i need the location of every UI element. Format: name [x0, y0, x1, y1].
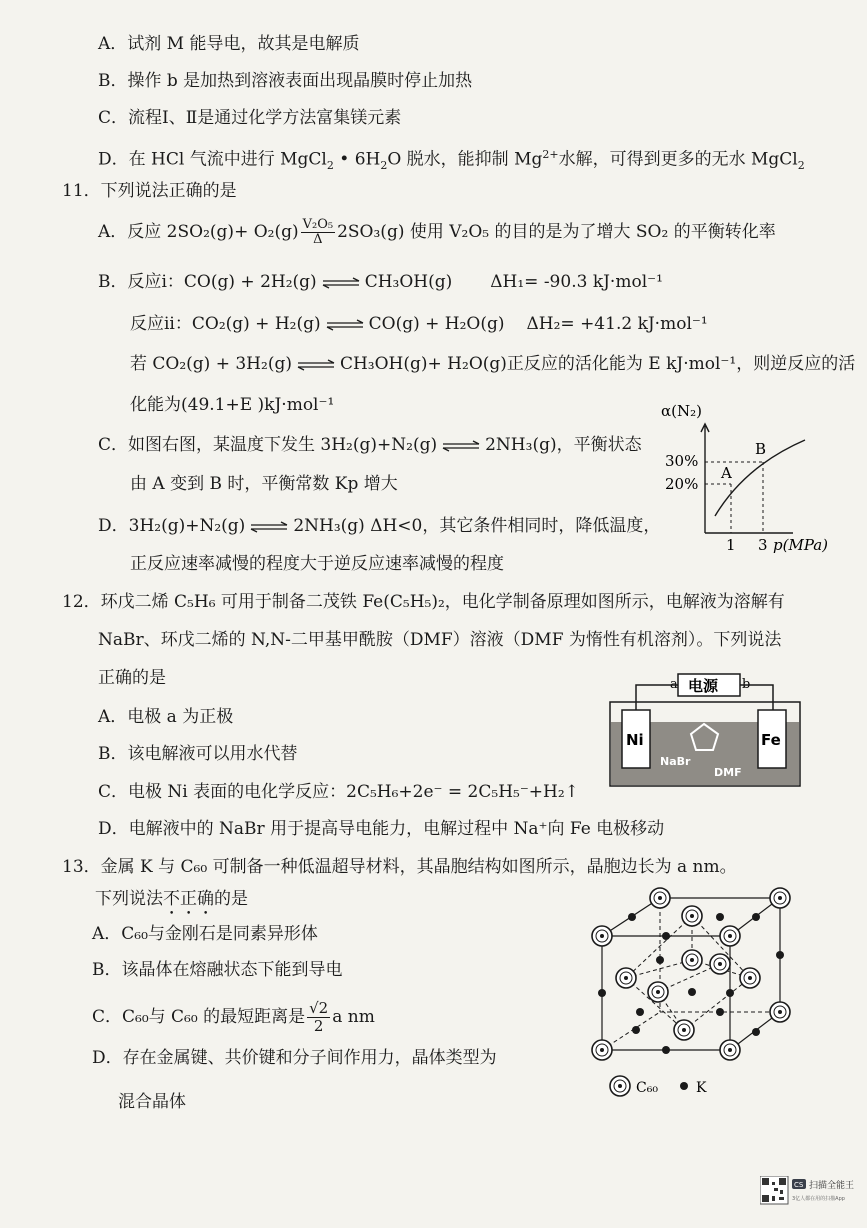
- q13-option-d-line2: 混合晶体: [118, 1092, 186, 1112]
- graph-point-b: B: [755, 440, 767, 458]
- q11-option-b-line4: 化能为(49.1+E )kJ·mol⁻¹: [130, 395, 335, 415]
- q10-option-d: D．在 HCl 气流中进行 MgCl$_2$ • $6H_2O$ 脱水，能抑制 $Mg^{2+}$水解，可得到更多的无水 MgCl$_2$: [98, 148, 805, 173]
- q11-stem: 11．下列说法正确的是: [62, 181, 237, 201]
- equilibrium-arrow-icon: [325, 319, 365, 331]
- q11-option-c-line2: 由 A 变到 B 时，平衡常数 Kp 增大: [130, 474, 398, 494]
- q12-option-b: B．该电解液可以用水代替: [98, 744, 298, 764]
- svg-text:b: b: [742, 677, 751, 692]
- graph-ytick-20: 20%: [665, 475, 699, 493]
- q11-option-b-line2: 反应ii：CO₂(g) + H₂(g) CO(g) + H₂O(g) ΔH₂= +41.2 kJ·mol⁻¹: [130, 314, 708, 334]
- q13-option-a: A．C₆₀与金刚石是同素异形体: [92, 924, 318, 944]
- q12-option-a: A．电极 a 为正极: [98, 707, 234, 727]
- q11-option-a: A．反应 2SO₂(g)+ O₂(g) $\frac{\text{V₂O₅}}{\Delta}$ 2SO₃(g) 使用 V₂O₅ 的目的是为了增大 SO₂ 的平衡转化率: [98, 217, 776, 247]
- graph-ytick-30: 30%: [665, 452, 699, 470]
- ni-electrode-label: Ni: [626, 731, 644, 749]
- equilibrium-arrow-icon: [321, 277, 361, 289]
- fe-electrode-label: Fe: [761, 731, 781, 749]
- q12-stem-line3: 正确的是: [98, 668, 166, 688]
- q12-option-d: D．电解液中的 NaBr 用于提高导电能力，电解过程中 Na⁺向 Fe 电极移动: [98, 819, 665, 839]
- q10-option-a: A．试剂 M 能导电，故其是电解质: [98, 34, 360, 54]
- svg-text:NaBr: NaBr: [660, 755, 691, 768]
- q12-stem-line1: 12．环戊二烯 C₅H₆ 可用于制备二茂铁 Fe(C₅H₅)₂，电化学制备原理如图所示，电解液为溶解有: [62, 592, 785, 612]
- graph-ylabel: α(N₂): [661, 402, 702, 420]
- q13-option-d-line1: D．存在金属键、共价键和分子间作用力，晶体类型为: [92, 1048, 497, 1068]
- power-source-label: 电源: [688, 677, 719, 695]
- legend-c60-label: C₆₀: [636, 1080, 658, 1096]
- q13-option-c: C．C₆₀与 C₆₀ 的最短距离是 $\frac{√2}{2}$ a nm: [92, 999, 375, 1035]
- graph-xtick-1: 1: [726, 536, 736, 554]
- electrolysis-cell-diagram: [608, 672, 808, 790]
- catalyst-arrow: $\frac{\text{V₂O₅}}{\Delta}$: [302, 217, 334, 247]
- svg-text:扫描全能王: 扫描全能王: [809, 1181, 855, 1191]
- graph-point-a: A: [721, 464, 732, 482]
- svg-text:CS: CS: [794, 1181, 804, 1189]
- q13-option-b: B．该晶体在熔融状态下能到导电: [92, 960, 343, 980]
- svg-text:3亿人都在用的扫描App: 3亿人都在用的扫描App: [792, 1196, 845, 1202]
- q13-stem-line2: 下列说法不正确的是: [95, 889, 248, 909]
- equilibrium-graph: [655, 398, 840, 558]
- q12-stem-line2: NaBr、环戊二烯的 N,N-二甲基甲酰胺（DMF）溶液（DMF 为惰性有机溶剂）。下列说法: [98, 630, 782, 650]
- crystal-cell-diagram: [580, 880, 795, 1100]
- equilibrium-arrow-icon: [249, 521, 289, 533]
- q11-option-b-line3: 若 CO₂(g) + 3H₂(g) CH₃OH(g)+ H₂O(g)正反应的活化能为 E kJ·mol⁻¹，则逆反应的活: [130, 354, 856, 374]
- graph-xlabel: p(MPa): [773, 536, 829, 554]
- q12-option-c: C．电极 Ni 表面的电化学反应：2C₅H₆+2e⁻ = 2C₅H₅⁻+H₂↑: [98, 782, 579, 802]
- svg-text:a: a: [670, 677, 678, 692]
- q11-option-b-line1: B．反应i：CO(g) + 2H₂(g) CH₃OH(g) ΔH₁= -90.3 kJ·mol⁻¹: [98, 272, 663, 292]
- q10-option-c: C．流程Ⅰ、Ⅱ是通过化学方法富集镁元素: [98, 108, 402, 128]
- equilibrium-arrow-icon: [296, 359, 336, 371]
- graph-xtick-3: 3: [758, 536, 768, 554]
- q11-option-d-line1: D．3H₂(g)+N₂(g) 2NH₃(g) ΔH<0，其它条件相同时，降低温度，: [98, 516, 661, 536]
- q11-option-c-line1: C．如图右图，某温度下发生 3H₂(g)+N₂(g) 2NH₃(g)，平衡状态: [98, 435, 642, 455]
- q11-option-d-line2: 正反应速率减慢的程度大于逆反应速率减慢的程度: [130, 554, 504, 574]
- q10-option-b: B．操作 b 是加热到溶液表面出现晶膜时停止加热: [98, 71, 473, 91]
- svg-text:DMF: DMF: [714, 766, 742, 779]
- scanner-watermark: [760, 1176, 860, 1216]
- q13-stem-line1: 13．金属 K 与 C₆₀ 可制备一种低温超导材料，其晶胞结构如图所示，晶胞边长为 a nm。: [62, 857, 737, 877]
- legend-k-label: K: [696, 1080, 707, 1096]
- equilibrium-arrow-icon: [441, 440, 481, 452]
